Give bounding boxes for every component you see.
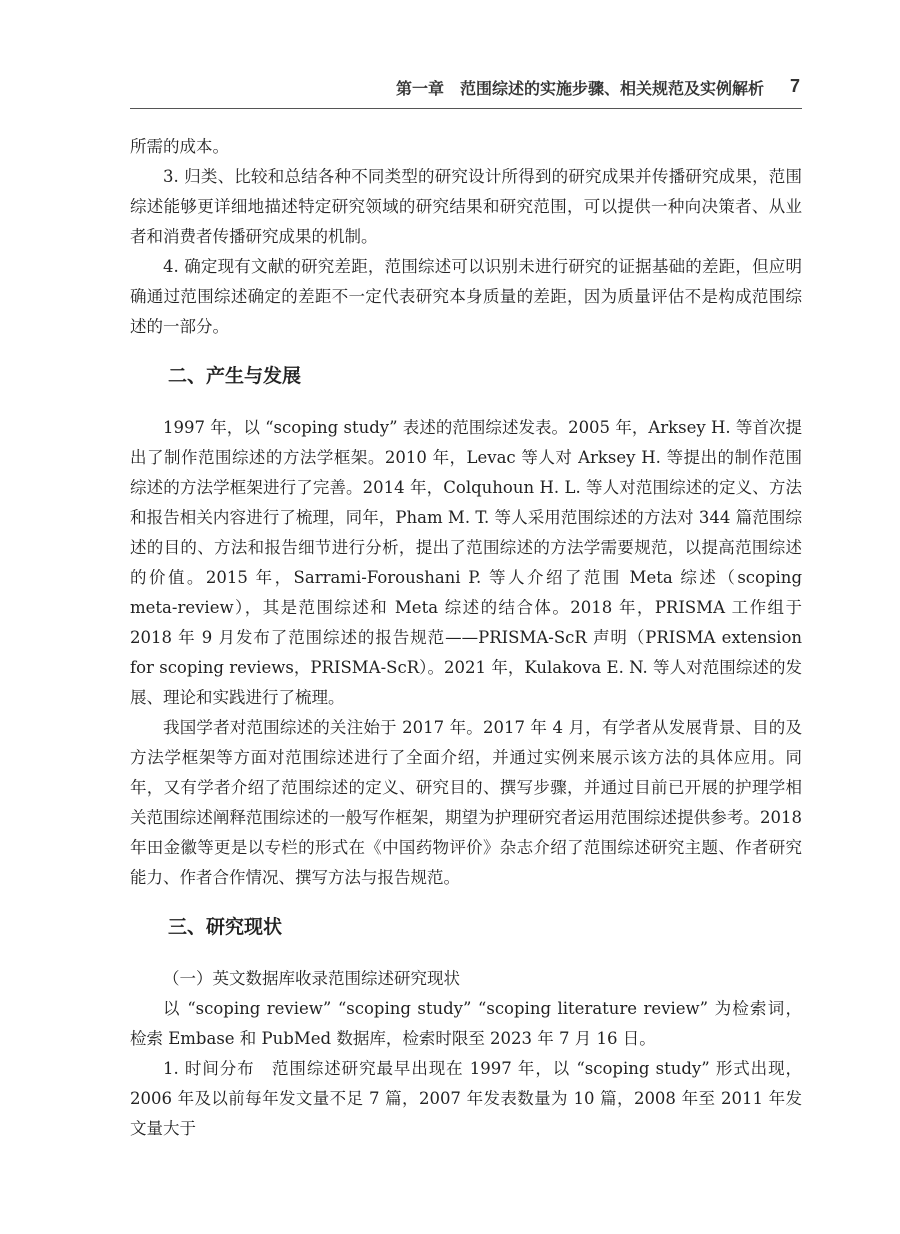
section-heading-status: 三、研究现状 [168,916,283,938]
paragraph-history-china: 我国学者对范围综述的关注始于 2017 年。2017 年 4 月，有学者从发展背景、目的及方法学框架等方面对范围综述进行了全面介绍，并通过实例来展示该方法的具体应用。同年，又有学者介绍了范围综述的定义、研究目的、撰写步骤，并通过目前已开展的护理学相关范围综述阐释范围综述的一般写作框架，期望为护理研究者运用范围综述提供参考。2018 年田金徽等更是以专栏的形式在《中国药物评价》杂志介绍了范围综述研究主题、作者研究能力、作者合作情况、撰写方法与报告规范。 [130,718,802,887]
paragraph-time-distribution: 1. 时间分布 范围综述研究最早出现在 1997 年，以 “scoping study” 形式出现，2006 年及以前每年发文量不足 7 篇，2007 年发表数量为 10 篇，2008 年至 2011 年发文量大于 [130,1059,802,1138]
paragraph-continuation: 所需的成本。 [130,137,229,156]
chapter-title: 第一章 范围综述的实施步骤、相关规范及实例解析 [395,79,764,98]
paragraph-search-terms: 以 “scoping review” “scoping study” “scoping literature review” 为检索词，检索 Embase 和 PubMed 数据库，检索时限至 2023 年 7 月 16 日。 [130,999,802,1048]
running-head [130,76,800,102]
paragraph-history-international: 1997 年，以 “scoping study” 表述的范围综述发表。2005 年，Arksey H. 等首次提出了制作范围综述的方法学框架。2010 年，Levac 等人对 Arksey H. 等提出的制作范围综述的方法学框架进行了完善。2014 年，Colquhoun H. L. 等人对范围综述的定义、方法和报告相关内容进行了梳理，同年，Pham M. T. 等人采用范围综述的方法对 344 篇范围综述的目的、方法和报告细节进行分析，提出了范围综述的方法学需要规范，以提高范围综述的价值。2015 年，Sarrami-Foroushani P. 等人介绍了范围 Meta 综述（scoping meta-review），其是范围综述和 Meta 综述的结合体。2018 年，PRISMA 工作组于 2018 年 9 月发布了范围综述的报告规范——PRISMA-ScR 声明（PRISMA extension for scoping reviews，PRISMA-ScR）。2021 年，Kulakova E. N. 等人对范围综述的发展、理论和实践进行了梳理。 [130,418,802,707]
subsection-heading-english-db: （一）英文数据库收录范围综述研究现状 [163,969,460,988]
header-rule [130,108,802,109]
page-body [130,132,802,1144]
paragraph-item-4: 4. 确定现有文献的研究差距，范围综述可以识别未进行研究的证据基础的差距，但应明确通过范围综述确定的差距不一定代表研究本身质量的差距，因为质量评估不是构成范围综述的一部分。 [130,257,802,336]
page-number: 7 [789,76,800,96]
section-heading-development: 二、产生与发展 [168,365,302,387]
paragraph-item-3: 3. 归类、比较和总结各种不同类型的研究设计所得到的研究成果并传播研究成果，范围综述能够更详细地描述特定研究领域的研究结果和研究范围，可以提供一种向决策者、从业者和消费者传播研究成果的机制。 [130,167,802,246]
